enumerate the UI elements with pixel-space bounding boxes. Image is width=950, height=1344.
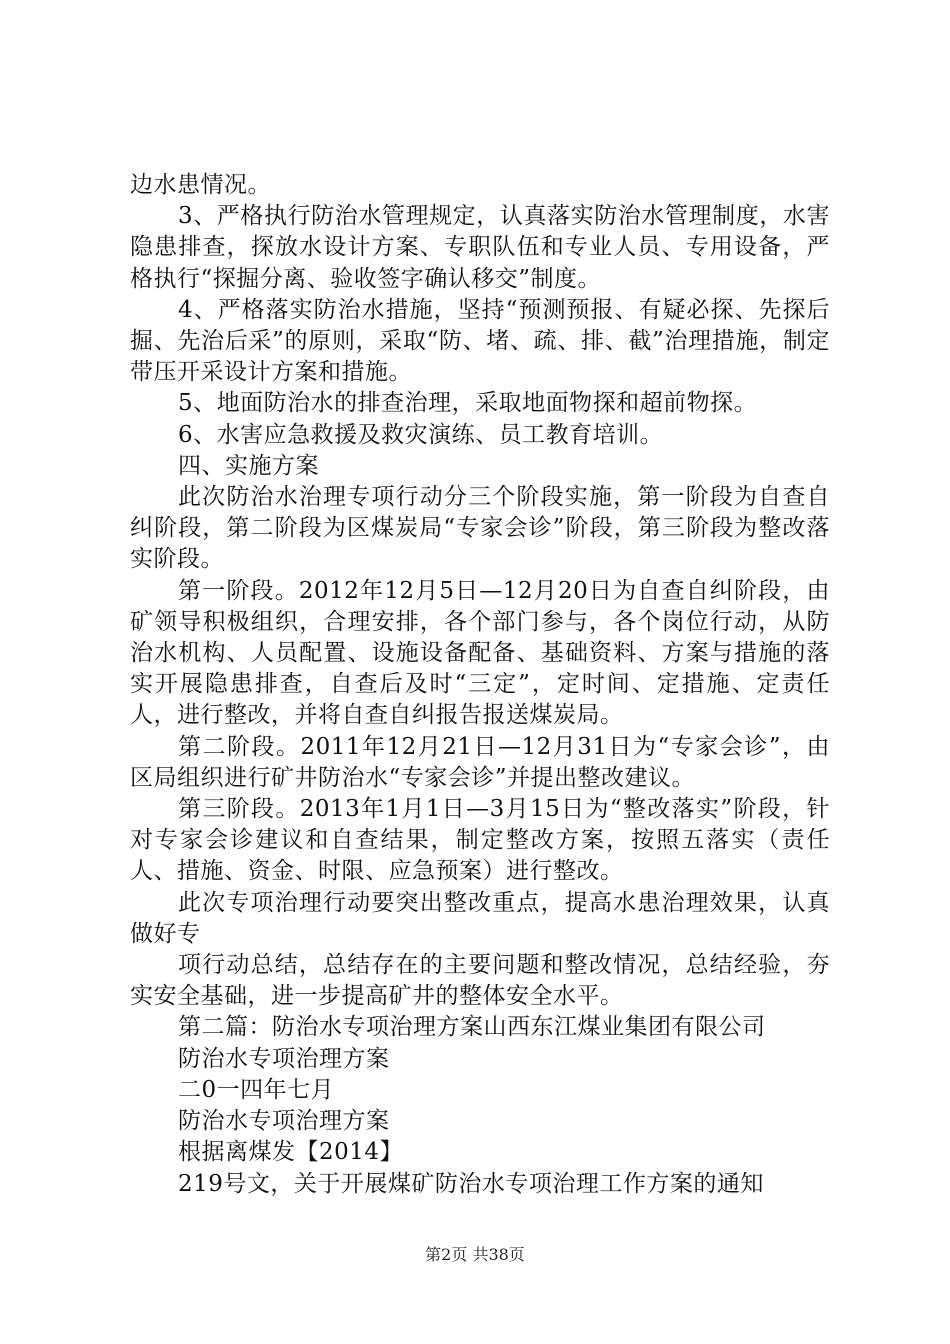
paragraph: 此次防治水治理专项行动分三个阶段实施，第一阶段为自查自纠阶段，第二阶段为区煤炭局“专家会诊”阶段，第三阶段为整改落实阶段。 xyxy=(130,484,830,573)
paragraph: 二0一四年七月 xyxy=(178,1076,335,1103)
paragraph: 项行动总结，总结存在的主要问题和整改情况，总结经验，夯实安全基础，进一步提高矿井的整体安全水平。 xyxy=(130,952,830,1010)
paragraph: 边水患情况。 xyxy=(130,172,271,198)
paragraph: 此次专项治理行动要突出整改重点，提高水患治理效果，认真做好专 xyxy=(130,889,830,947)
paragraph: 四、实施方案 xyxy=(178,452,319,479)
paragraph: 6、水害应急救援及救灾演练、员工教育培训。 xyxy=(178,421,664,448)
paragraph: 4、严格落实防治水措施，坚持“预测预报、有疑必探、先探后掘、先治后采”的原则，采取“防、堵、疏、排、截”治理措施，制定带压开采设计方案和措施。 xyxy=(130,296,830,386)
paragraph: 防治水专项治理方案 xyxy=(178,1045,390,1072)
paragraph: 第二阶段。2011年12月21日—12月31日为“专家会诊”，由区局组织进行矿井防治水“专家会诊”并提出整改建议。 xyxy=(130,733,830,791)
paragraph: 3、严格执行防治水管理规定，认真落实防治水管理制度，水害隐患排查，探放水设计方案、专职队伍和专业人员、专用设备，严格执行“探掘分离、验收签字确认移交”制度。 xyxy=(130,203,830,292)
paragraph: 第二篇：防治水专项治理方案山西东江煤业集团有限公司 xyxy=(178,1014,766,1041)
page-number: 第2页 共38页 xyxy=(425,1245,525,1264)
paragraph: 5、地面防治水的排查治理，采取地面物探和超前物探。 xyxy=(178,390,758,417)
paragraph: 第一阶段。2012年12月5日—12月20日为自查自纠阶段，由矿领导积极组织，合理安排，各个部门参与，各个岗位行动，从防治水机构、人员配置、设施设备配备、基础资料、方案与措施的落实开展隐患排查，自查后及时“三定”，定时间、定措施、定责任人，进行整改，并将自查自纠报告报送煤炭局。 xyxy=(130,577,830,729)
paragraph: 根据离煤发【2014】 xyxy=(178,1139,404,1166)
paragraph: 防治水专项治理方案 xyxy=(178,1108,390,1135)
paragraph: 219号文，关于开展煤矿防治水专项治理工作方案的通知 xyxy=(178,1170,764,1197)
document-body xyxy=(130,170,830,1200)
paragraph: 第三阶段。2013年1月1日—3月15日为“整改落实”阶段，针对专家会诊建议和自查结果，制定整改方案，按照五落实（责任人、措施、资金、时限、应急预案）进行整改。 xyxy=(130,796,830,885)
